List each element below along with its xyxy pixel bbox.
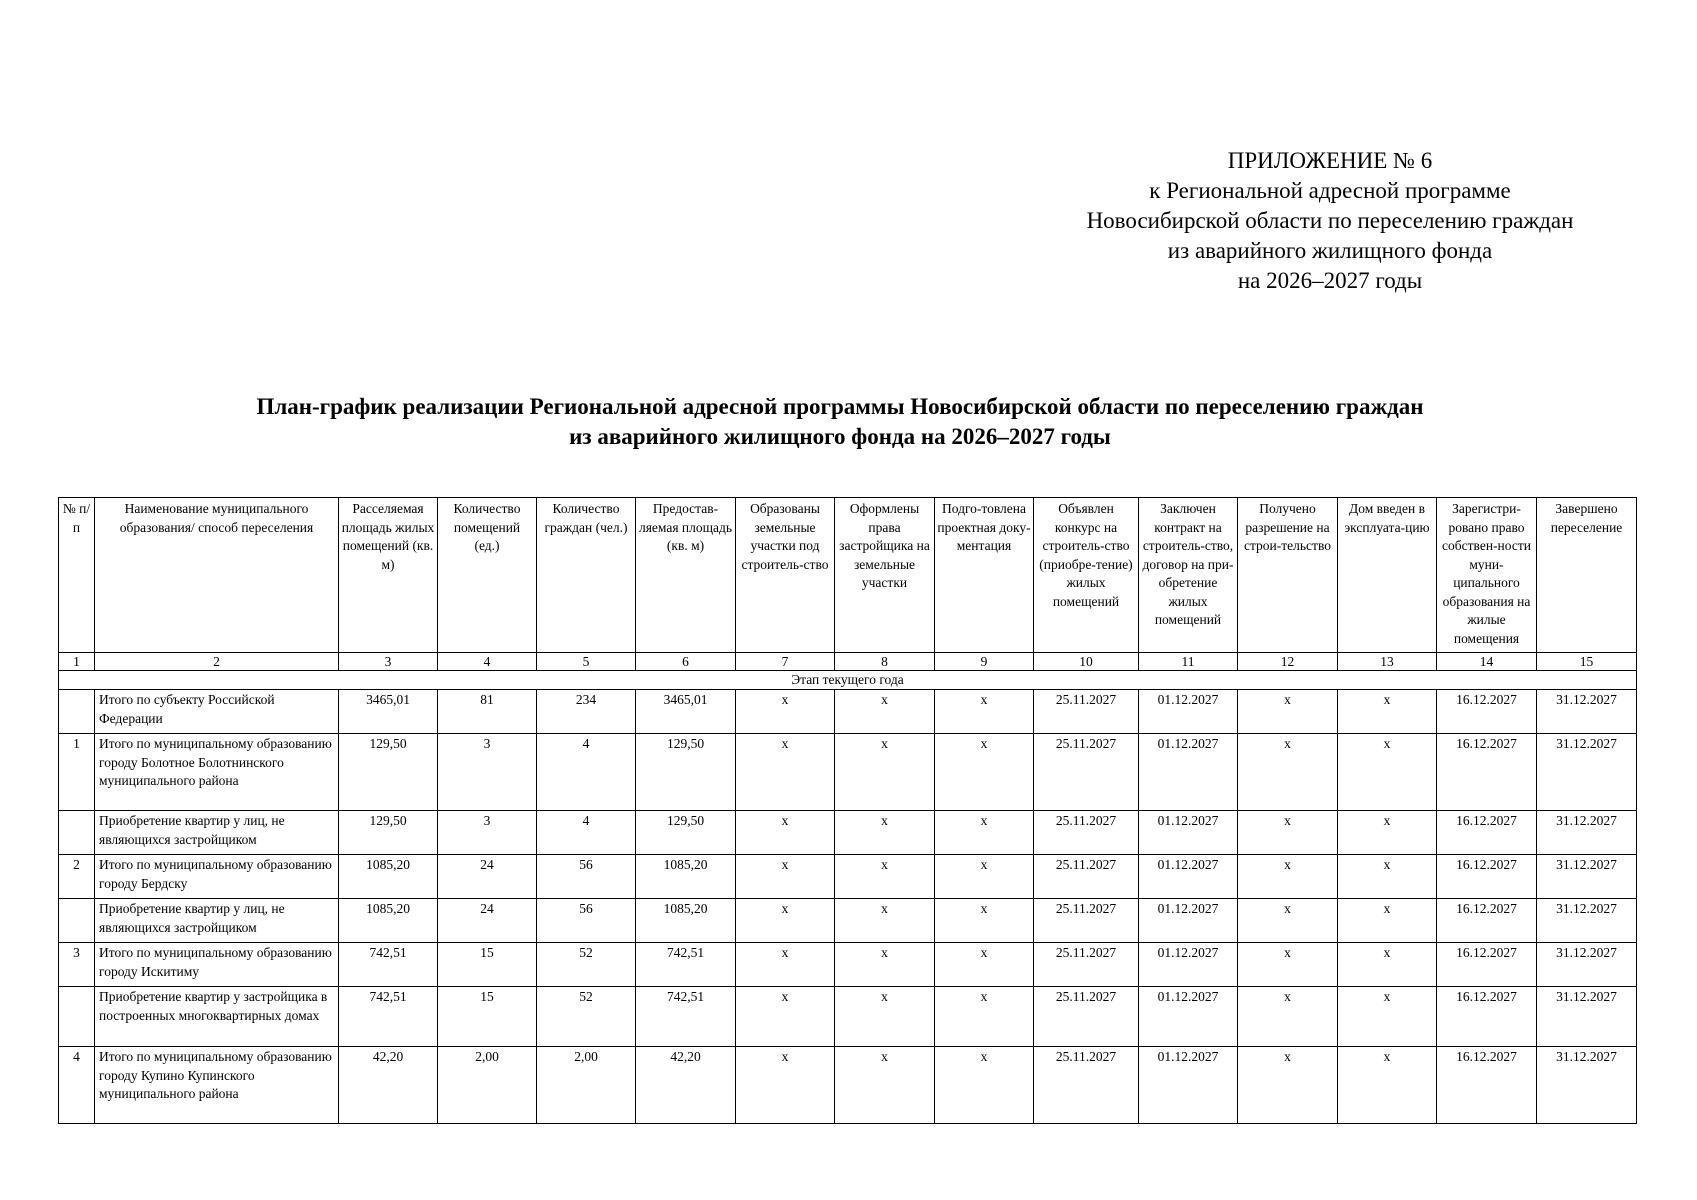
header-cell: Зарегистри-ровано право собствен-ности муни-ципального образования на жилые помещения (1437, 498, 1537, 653)
row-number-cell (59, 987, 95, 1047)
table-cell: х (835, 943, 935, 987)
document-title (130, 392, 1550, 452)
table-row (59, 855, 1637, 899)
header-cell: Наименование муниципального образования/ способ переселения (95, 498, 339, 653)
header-cell: Предостав-ляемая площадь (кв. м) (636, 498, 736, 653)
table-cell: х (935, 855, 1034, 899)
table-cell: х (1338, 987, 1437, 1047)
table-cell: 25.11.2027 (1034, 855, 1139, 899)
table-cell: х (736, 943, 835, 987)
title-line: План-график реализации Региональной адресной программы Новосибирской области по переселению граждан (256, 394, 1424, 419)
table-cell: 15 (438, 987, 537, 1047)
table-cell: 31.12.2027 (1537, 690, 1637, 734)
table-cell: 1085,20 (339, 899, 438, 943)
column-number: 9 (935, 653, 1034, 671)
table-cell: 31.12.2027 (1537, 855, 1637, 899)
row-number-cell: 3 (59, 943, 95, 987)
table-cell: 1085,20 (636, 855, 736, 899)
table-cell: х (1238, 811, 1338, 855)
header-cell: Образованы земельные участки под строитель-ство (736, 498, 835, 653)
table-cell: х (835, 690, 935, 734)
table-cell: х (1238, 734, 1338, 811)
table-cell: 129,50 (636, 734, 736, 811)
table-cell: 2,00 (438, 1047, 537, 1124)
row-name-cell: Итого по муниципальному образованию городу Бердску (95, 855, 339, 899)
table-cell: 24 (438, 855, 537, 899)
table-cell: 3 (438, 811, 537, 855)
row-number-cell: 1 (59, 734, 95, 811)
table-cell: х (736, 1047, 835, 1124)
table-cell: 16.12.2027 (1437, 899, 1537, 943)
appendix-line: Новосибирской области по переселению граждан (1086, 208, 1574, 233)
table-row (59, 899, 1637, 943)
table-cell: 3465,01 (339, 690, 438, 734)
header-cell: Подго-товлена проектная доку-ментация (935, 498, 1034, 653)
column-number: 2 (95, 653, 339, 671)
table-cell: х (835, 987, 935, 1047)
table-cell: 16.12.2027 (1437, 943, 1537, 987)
table-cell: 01.12.2027 (1139, 734, 1238, 811)
header-cell: Заключен контракт на строитель-ство, договор на при-обретение жилых помещений (1139, 498, 1238, 653)
header-cell: Расселяемая площадь жилых помещений (кв. м) (339, 498, 438, 653)
table-cell: х (1238, 987, 1338, 1047)
table-cell: 56 (537, 899, 636, 943)
table-cell: х (835, 811, 935, 855)
table-cell: 25.11.2027 (1034, 1047, 1139, 1124)
table-cell: 52 (537, 943, 636, 987)
stage-row (59, 671, 1637, 690)
table-cell: 31.12.2027 (1537, 987, 1637, 1047)
table-cell: х (1238, 899, 1338, 943)
appendix-line: на 2026–2027 годы (1237, 268, 1423, 293)
table-cell: 42,20 (339, 1047, 438, 1124)
table-cell: 2,00 (537, 1047, 636, 1124)
table-cell: 24 (438, 899, 537, 943)
table-cell: х (1338, 899, 1437, 943)
table-cell: 01.12.2027 (1139, 1047, 1238, 1124)
table-cell: 56 (537, 855, 636, 899)
table-cell: 25.11.2027 (1034, 690, 1139, 734)
table-cell: х (1238, 1047, 1338, 1124)
table-cell: 01.12.2027 (1139, 987, 1238, 1047)
column-number: 12 (1238, 653, 1338, 671)
column-number: 8 (835, 653, 935, 671)
table-cell: х (736, 811, 835, 855)
table-cell: 31.12.2027 (1537, 1047, 1637, 1124)
table-cell: х (1238, 855, 1338, 899)
column-number: 1 (59, 653, 95, 671)
table-cell: 16.12.2027 (1437, 811, 1537, 855)
appendix-block (1060, 146, 1600, 296)
column-number: 3 (339, 653, 438, 671)
table-cell: 81 (438, 690, 537, 734)
header-cell: Объявлен конкурс на строитель-ство (приобре-тение) жилых помещений (1034, 498, 1139, 653)
header-cell: Количество граждан (чел.) (537, 498, 636, 653)
column-number: 13 (1338, 653, 1437, 671)
row-number-cell (59, 690, 95, 734)
table-cell: 31.12.2027 (1537, 943, 1637, 987)
table-cell: 129,50 (339, 734, 438, 811)
row-number-cell (59, 811, 95, 855)
table-row (59, 690, 1637, 734)
column-number-row (59, 653, 1637, 671)
header-cell: Завершено переселение (1537, 498, 1637, 653)
table-cell: 31.12.2027 (1537, 811, 1637, 855)
table-cell: 25.11.2027 (1034, 811, 1139, 855)
row-number-cell: 2 (59, 855, 95, 899)
table-cell: х (935, 1047, 1034, 1124)
column-number: 10 (1034, 653, 1139, 671)
header-cell: Дом введен в эксплуата-цию (1338, 498, 1437, 653)
table-cell: 742,51 (339, 943, 438, 987)
table-body (59, 671, 1637, 1124)
table-cell: х (935, 943, 1034, 987)
table-cell: х (736, 987, 835, 1047)
table-cell: 4 (537, 811, 636, 855)
table-cell: 129,50 (636, 811, 736, 855)
table-cell: х (935, 690, 1034, 734)
table-cell: 16.12.2027 (1437, 690, 1537, 734)
table-cell: х (835, 1047, 935, 1124)
table-cell: х (935, 899, 1034, 943)
table-cell: 31.12.2027 (1537, 734, 1637, 811)
row-number-cell (59, 899, 95, 943)
row-name-cell: Итого по муниципальному образованию городу Искитиму (95, 943, 339, 987)
table-cell: 129,50 (339, 811, 438, 855)
row-name-cell: Итого по муниципальному образованию городу Купино Купинского муниципального района (95, 1047, 339, 1124)
column-number: 14 (1437, 653, 1537, 671)
table-cell: 742,51 (636, 943, 736, 987)
row-name-cell: Итого по муниципальному образованию городу Болотное Болотнинского муниципального района (95, 734, 339, 811)
table-cell: 42,20 (636, 1047, 736, 1124)
column-number: 11 (1139, 653, 1238, 671)
table-cell: 25.11.2027 (1034, 987, 1139, 1047)
row-name-cell: Приобретение квартир у лиц, не являющихся застройщиком (95, 811, 339, 855)
table-cell: х (1338, 734, 1437, 811)
row-number-cell: 4 (59, 1047, 95, 1124)
table-cell: х (935, 987, 1034, 1047)
table-row (59, 734, 1637, 811)
table-cell: 25.11.2027 (1034, 943, 1139, 987)
table-cell: 742,51 (339, 987, 438, 1047)
row-name-cell: Приобретение квартир у застройщика в построенных многоквартирных домах (95, 987, 339, 1047)
stage-label: Этап текущего года (59, 671, 1637, 690)
column-number: 7 (736, 653, 835, 671)
table-row (59, 943, 1637, 987)
table-cell: х (835, 855, 935, 899)
table-cell: х (736, 690, 835, 734)
appendix-line: из аварийного жилищного фонда (1167, 238, 1493, 263)
table-cell: х (736, 855, 835, 899)
plan-schedule-table (58, 497, 1637, 1124)
table-cell: х (1338, 943, 1437, 987)
column-number: 6 (636, 653, 736, 671)
table-cell: 31.12.2027 (1537, 899, 1637, 943)
table-cell: 01.12.2027 (1139, 855, 1238, 899)
header-row (59, 498, 1637, 653)
table-cell: 742,51 (636, 987, 736, 1047)
table-cell: 16.12.2027 (1437, 855, 1537, 899)
table-cell: 3 (438, 734, 537, 811)
column-number: 4 (438, 653, 537, 671)
table-cell: 01.12.2027 (1139, 690, 1238, 734)
table-row (59, 1047, 1637, 1124)
table-cell: х (736, 734, 835, 811)
table-cell: 1085,20 (636, 899, 736, 943)
table-cell: 16.12.2027 (1437, 987, 1537, 1047)
table-row (59, 987, 1637, 1047)
header-cell: Количество помещений (ед.) (438, 498, 537, 653)
table-cell: х (1338, 855, 1437, 899)
table-cell: х (935, 811, 1034, 855)
table-cell: 25.11.2027 (1034, 734, 1139, 811)
appendix-line: к Региональной адресной программе (1149, 178, 1511, 203)
column-number: 15 (1537, 653, 1637, 671)
appendix-line: ПРИЛОЖЕНИЕ № 6 (1227, 148, 1433, 173)
table-cell: х (1338, 1047, 1437, 1124)
table-cell: 16.12.2027 (1437, 1047, 1537, 1124)
table-cell: 4 (537, 734, 636, 811)
table-cell: х (835, 734, 935, 811)
table-cell: х (1238, 690, 1338, 734)
title-line: из аварийного жилищного фонда на 2026–2027 годы (569, 424, 1111, 449)
table-cell: х (1238, 943, 1338, 987)
column-number: 5 (537, 653, 636, 671)
table-cell: х (1338, 690, 1437, 734)
table-cell: х (736, 899, 835, 943)
header-cell: Получено разрешение на строи-тельство (1238, 498, 1338, 653)
table-cell: х (935, 734, 1034, 811)
table-cell: 25.11.2027 (1034, 899, 1139, 943)
header-cell: Оформлены права застройщика на земельные участки (835, 498, 935, 653)
table-cell: 01.12.2027 (1139, 899, 1238, 943)
row-name-cell: Приобретение квартир у лиц, не являющихся застройщиком (95, 899, 339, 943)
header-cell: № п/п (59, 498, 95, 653)
table-cell: 01.12.2027 (1139, 943, 1238, 987)
table-cell: 52 (537, 987, 636, 1047)
table-cell: 01.12.2027 (1139, 811, 1238, 855)
row-name-cell: Итого по субъекту Российской Федерации (95, 690, 339, 734)
table-cell: 1085,20 (339, 855, 438, 899)
table-cell: х (835, 899, 935, 943)
table-cell: 234 (537, 690, 636, 734)
table-row (59, 811, 1637, 855)
table-cell: 16.12.2027 (1437, 734, 1537, 811)
table-cell: х (1338, 811, 1437, 855)
table-cell: 15 (438, 943, 537, 987)
table-cell: 3465,01 (636, 690, 736, 734)
